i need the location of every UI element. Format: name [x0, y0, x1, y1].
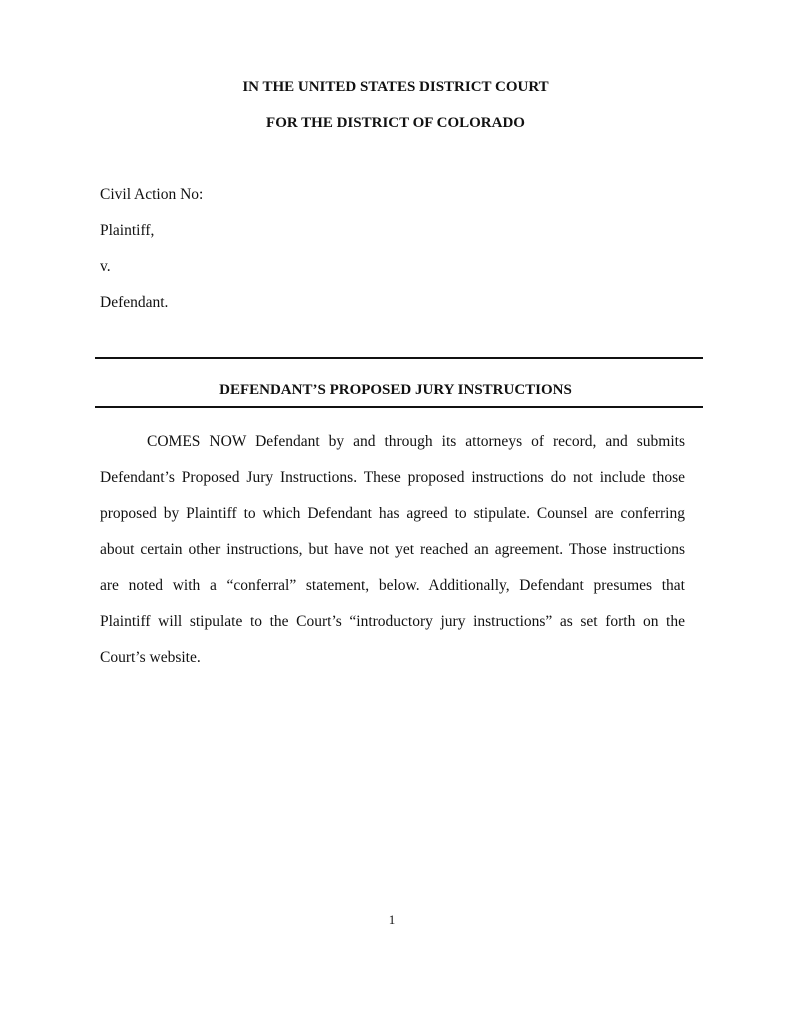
court-district-heading: FOR THE DISTRICT OF COLORADO [266, 115, 525, 131]
page-number: 1 [388, 912, 396, 927]
body-line: about certain other instructions, but have not yet reached an agreement. Those instructions [100, 541, 685, 558]
versus-label: v. [100, 258, 111, 275]
defendant-label: Defendant. [100, 294, 169, 311]
body-line: Defendant’s Proposed Jury Instructions. These proposed instructions do not include those [100, 469, 685, 486]
court-name-heading: IN THE UNITED STATES DISTRICT COURT [242, 79, 549, 95]
document-title: DEFENDANT’S PROPOSED JURY INSTRUCTIONS [219, 382, 572, 398]
civil-action-number: Civil Action No: [100, 186, 204, 203]
body-line: proposed by Plaintiff to which Defendant has agreed to stipulate. Counsel are conferring [100, 505, 685, 522]
title-rule-top [95, 357, 703, 359]
body-line: Plaintiff will stipulate to the Court’s “introductory jury instructions” as set forth on the [100, 613, 685, 630]
body-line: COMES NOW Defendant by and through its attorneys of record, and submits [147, 433, 685, 450]
body-line: are noted with a “conferral” statement, below. Additionally, Defendant presumes that [100, 577, 685, 594]
plaintiff-label: Plaintiff, [100, 222, 155, 239]
body-line: Court’s website. [100, 649, 201, 666]
title-rule-bottom [95, 406, 703, 408]
